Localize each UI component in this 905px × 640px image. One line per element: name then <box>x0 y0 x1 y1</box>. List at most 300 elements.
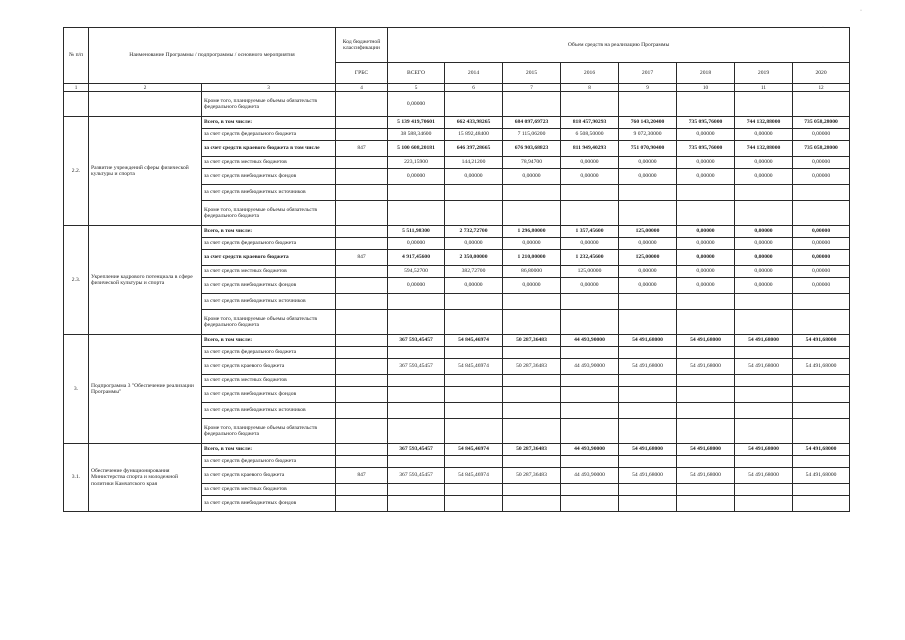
grbs-cell <box>336 444 388 456</box>
value-cell: 0,00000 <box>388 278 445 294</box>
value-cell <box>561 201 619 226</box>
value-cell: 1 232,45600 <box>561 250 619 266</box>
value-cell <box>619 387 677 403</box>
grbs-cell <box>336 266 388 278</box>
value-cell <box>388 456 445 468</box>
value-cell <box>445 419 503 444</box>
col-number: 5 <box>388 84 445 92</box>
value-cell <box>561 185 619 201</box>
value-cell <box>503 294 561 310</box>
value-cell <box>793 185 850 201</box>
value-cell <box>619 201 677 226</box>
value-cell: 5 100 608,20181 <box>388 141 445 157</box>
value-cell: 54 491,68000 <box>677 359 735 375</box>
value-cell: 0,00000 <box>619 238 677 250</box>
value-cell <box>445 387 503 403</box>
value-cell <box>561 294 619 310</box>
value-cell: 9 072,30000 <box>619 129 677 141</box>
value-cell <box>677 201 735 226</box>
value-cell <box>561 403 619 419</box>
value-cell: 0,00000 <box>735 250 793 266</box>
value-cell: 54 491,68000 <box>793 444 850 456</box>
value-cell <box>388 347 445 359</box>
value-cell <box>735 201 793 226</box>
value-cell <box>677 419 735 444</box>
value-cell <box>445 456 503 468</box>
scan-mark: · <box>822 25 824 31</box>
grbs-cell <box>336 278 388 294</box>
row-label: за счет средств местных бюджетов <box>202 157 336 169</box>
col-number: 6 <box>445 84 503 92</box>
empty-cell <box>64 92 89 117</box>
value-cell <box>793 347 850 359</box>
grbs-cell <box>336 201 388 226</box>
row-label: за счет средств федерального бюджета <box>202 129 336 141</box>
value-cell: 0,00000 <box>561 238 619 250</box>
value-cell <box>793 484 850 496</box>
row-label: за счет средств федерального бюджета <box>202 347 336 359</box>
value-cell <box>503 484 561 496</box>
value-cell: 735 058,28000 <box>793 117 850 129</box>
grbs-cell <box>336 335 388 347</box>
empty-cell <box>561 92 619 117</box>
section-name: Укрепление кадрового потенциала в сфере физической культуры и спорта <box>89 226 202 335</box>
row-label: Кроме того, планируемые объемы обязательств федерального бюджета <box>202 310 336 335</box>
grbs-cell: 847 <box>336 250 388 266</box>
value-cell: 0,00000 <box>388 169 445 185</box>
empty-cell <box>89 92 202 117</box>
value-cell <box>503 375 561 387</box>
value-cell: 735 095,76000 <box>677 117 735 129</box>
scan-mark: · <box>860 8 862 14</box>
value-cell: 0,00000 <box>735 238 793 250</box>
value-cell <box>445 201 503 226</box>
value-cell: 0,00000 <box>619 278 677 294</box>
value-cell: 1 210,00000 <box>503 250 561 266</box>
row-label: за счет средств внебюджетных источников <box>202 185 336 201</box>
value-cell: 676 903,68823 <box>503 141 561 157</box>
value-cell: 0,00000 <box>677 157 735 169</box>
value-cell <box>793 496 850 512</box>
col-number: 10 <box>677 84 735 92</box>
col-number: 12 <box>793 84 850 92</box>
value-cell: 6 508,50000 <box>561 129 619 141</box>
value-cell <box>561 347 619 359</box>
row-label: за счет средств местных бюджетов <box>202 484 336 496</box>
value-cell: 4 917,45600 <box>388 250 445 266</box>
value-cell: 54 491,68000 <box>793 468 850 484</box>
value-cell: 54 491,68000 <box>735 335 793 347</box>
value-cell: 50 287,36483 <box>503 359 561 375</box>
col-number: 2 <box>89 84 202 92</box>
value-cell <box>619 375 677 387</box>
value-cell <box>388 201 445 226</box>
value-cell: 125,00000 <box>561 266 619 278</box>
value-cell: 2 732,72700 <box>445 226 503 238</box>
value-cell: 0,00000 <box>677 169 735 185</box>
value-cell: 0,00000 <box>735 226 793 238</box>
empty-cell <box>793 92 850 117</box>
value-cell: 50 287,36483 <box>503 444 561 456</box>
grbs-cell <box>336 310 388 335</box>
empty-cell <box>677 92 735 117</box>
value-cell: 0,00000 <box>735 169 793 185</box>
value-cell: 15 892,48400 <box>445 129 503 141</box>
value-cell: 54 491,68000 <box>677 335 735 347</box>
value-cell <box>677 456 735 468</box>
section-number: 2.2. <box>64 117 89 226</box>
value-cell: 0,00000 <box>619 266 677 278</box>
value-cell: 86,80000 <box>503 266 561 278</box>
value-cell <box>503 310 561 335</box>
value-cell <box>561 419 619 444</box>
value-cell <box>503 201 561 226</box>
value-cell <box>503 347 561 359</box>
empty-cell <box>445 92 503 117</box>
header-name: Наименование Программы / подпрограммы / основного мероприятия <box>89 28 336 84</box>
header-year: 2020 <box>793 63 850 84</box>
value-cell <box>619 496 677 512</box>
grbs-cell <box>336 226 388 238</box>
value-cell: 0,00000 <box>445 278 503 294</box>
value-cell <box>793 456 850 468</box>
value-cell <box>677 185 735 201</box>
value-cell: 0,00000 <box>793 250 850 266</box>
value-cell: 818 457,90293 <box>561 117 619 129</box>
row-label: Кроме того, планируемые объемы обязательств федерального бюджета <box>202 92 336 117</box>
value-cell: 54 491,68000 <box>619 468 677 484</box>
value-cell: 0,00000 <box>793 238 850 250</box>
value-cell <box>561 484 619 496</box>
row-label: Всего, в том числе: <box>202 335 336 347</box>
value-cell: 44 493,90000 <box>561 335 619 347</box>
value-cell: 0,00000 <box>503 278 561 294</box>
grbs-cell <box>336 117 388 129</box>
value-cell: 54 491,68000 <box>793 335 850 347</box>
value-cell: 125,00000 <box>619 250 677 266</box>
scan-mark: · <box>197 25 199 31</box>
value-cell <box>445 310 503 335</box>
value-cell <box>388 387 445 403</box>
value-cell: 54 491,68000 <box>735 468 793 484</box>
value-cell <box>388 496 445 512</box>
value-cell <box>561 387 619 403</box>
table-row <box>64 117 850 129</box>
section-number: 2.3. <box>64 226 89 335</box>
empty-cell <box>503 92 561 117</box>
empty-cell <box>735 92 793 117</box>
value-cell: 0,00000 <box>388 238 445 250</box>
value-cell: 54 491,68000 <box>735 444 793 456</box>
value-cell <box>503 387 561 403</box>
grbs-cell <box>336 169 388 185</box>
value-cell: 54 491,68000 <box>677 468 735 484</box>
grbs-cell <box>336 238 388 250</box>
value-cell: 367 593,45457 <box>388 468 445 484</box>
grbs-cell <box>336 359 388 375</box>
table-row <box>64 444 850 456</box>
table-row <box>64 226 850 238</box>
value-cell: 0,00000 <box>735 157 793 169</box>
section-name: Подпрограмма 3 "Обеспечение реализации Программы" <box>89 335 202 444</box>
header-volume: Объем средств на реализацию Программы <box>388 28 850 63</box>
col-number: 8 <box>561 84 619 92</box>
row-label: Кроме того, планируемые объемы обязательств федерального бюджета <box>202 201 336 226</box>
value-cell <box>445 294 503 310</box>
column-number-row <box>64 84 850 92</box>
row-value: 0,00000 <box>388 92 445 117</box>
value-cell <box>445 403 503 419</box>
value-cell: 0,00000 <box>793 169 850 185</box>
value-cell <box>677 347 735 359</box>
value-cell: 0,00000 <box>677 226 735 238</box>
col-number: 9 <box>619 84 677 92</box>
value-cell <box>793 310 850 335</box>
value-cell <box>388 294 445 310</box>
row-label: за счет средств федерального бюджета <box>202 238 336 250</box>
row-label: за счет средств краевого бюджета <box>202 359 336 375</box>
value-cell <box>735 185 793 201</box>
value-cell <box>445 496 503 512</box>
value-cell: 0,00000 <box>735 266 793 278</box>
header-year: 2017 <box>619 63 677 84</box>
value-cell <box>793 403 850 419</box>
value-cell: 735 058,28000 <box>793 141 850 157</box>
value-cell <box>619 294 677 310</box>
value-cell <box>619 484 677 496</box>
row-label: за счет средств внебюджетных фондов <box>202 387 336 403</box>
row-label: за счет средств краевого бюджета в том числе <box>202 141 336 157</box>
value-cell <box>677 310 735 335</box>
table-row <box>64 335 850 347</box>
value-cell: 367 593,45457 <box>388 359 445 375</box>
value-cell: 0,00000 <box>677 266 735 278</box>
value-cell <box>388 403 445 419</box>
section-number: 3.1. <box>64 444 89 512</box>
row-label: за счет средств внебюджетных источников <box>202 403 336 419</box>
header-year: 2015 <box>503 63 561 84</box>
value-cell: 38 588,34600 <box>388 129 445 141</box>
empty-cell <box>619 92 677 117</box>
value-cell: 54 491,68000 <box>735 359 793 375</box>
value-cell: 223,15900 <box>388 157 445 169</box>
value-cell: 1 357,45600 <box>561 226 619 238</box>
value-cell <box>735 496 793 512</box>
value-cell: 144,21200 <box>445 157 503 169</box>
value-cell <box>677 484 735 496</box>
value-cell <box>388 185 445 201</box>
value-cell <box>735 387 793 403</box>
col-number: 11 <box>735 84 793 92</box>
value-cell: 54 491,68000 <box>677 444 735 456</box>
value-cell: 0,00000 <box>677 278 735 294</box>
value-cell: 54 845,46974 <box>445 335 503 347</box>
value-cell <box>619 185 677 201</box>
grbs-cell <box>336 456 388 468</box>
value-cell: 0,00000 <box>561 278 619 294</box>
value-cell <box>677 403 735 419</box>
header-year: 2016 <box>561 63 619 84</box>
grbs-cell <box>336 185 388 201</box>
value-cell: 744 132,88000 <box>735 117 793 129</box>
value-cell: 744 132,88000 <box>735 141 793 157</box>
value-cell <box>677 294 735 310</box>
value-cell <box>619 419 677 444</box>
value-cell: 44 493,90000 <box>561 444 619 456</box>
value-cell <box>735 484 793 496</box>
col-number: 1 <box>64 84 89 92</box>
value-cell <box>445 375 503 387</box>
section-number: 3. <box>64 335 89 444</box>
value-cell: 0,00000 <box>735 278 793 294</box>
header-code: Код бюджетной классификации <box>336 28 388 63</box>
value-cell: 125,00000 <box>619 226 677 238</box>
value-cell: 2 350,00000 <box>445 250 503 266</box>
value-cell: 0,00000 <box>561 169 619 185</box>
table-row <box>64 92 850 117</box>
value-cell <box>793 294 850 310</box>
value-cell <box>503 185 561 201</box>
value-cell: 735 095,76000 <box>677 141 735 157</box>
value-cell: 50 287,36483 <box>503 468 561 484</box>
value-cell: 0,00000 <box>677 238 735 250</box>
value-cell: 0,00000 <box>793 129 850 141</box>
header-year: 2018 <box>677 63 735 84</box>
value-cell <box>561 456 619 468</box>
header-year: 2019 <box>735 63 793 84</box>
value-cell <box>793 201 850 226</box>
value-cell <box>735 403 793 419</box>
value-cell <box>503 419 561 444</box>
value-cell <box>735 419 793 444</box>
row-label: за счет средств внебюджетных фондов <box>202 496 336 512</box>
row-label: за счет средств внебюджетных фондов <box>202 278 336 294</box>
grbs-cell <box>336 484 388 496</box>
value-cell: 0,00000 <box>793 157 850 169</box>
value-cell: 0,00000 <box>677 250 735 266</box>
row-label: Всего, в том числе: <box>202 226 336 238</box>
value-cell: 684 097,69723 <box>503 117 561 129</box>
value-cell: 0,00000 <box>503 169 561 185</box>
grbs-cell <box>336 129 388 141</box>
value-cell <box>735 456 793 468</box>
value-cell <box>561 496 619 512</box>
grbs-cell <box>336 419 388 444</box>
value-cell <box>388 375 445 387</box>
value-cell: 0,00000 <box>735 129 793 141</box>
row-label: за счет средств местных бюджетов <box>202 375 336 387</box>
grbs-cell <box>336 496 388 512</box>
header-year: 2014 <box>445 63 503 84</box>
value-cell <box>677 375 735 387</box>
value-cell <box>619 403 677 419</box>
value-cell <box>735 310 793 335</box>
value-cell: 594,52700 <box>388 266 445 278</box>
section-name: Обеспечение функционирования Министерства спорта и молодежной политики Камчатского края <box>89 444 202 512</box>
value-cell <box>619 456 677 468</box>
row-label: Кроме того, планируемые объемы обязательств федерального бюджета <box>202 419 336 444</box>
value-cell: 44 493,90000 <box>561 468 619 484</box>
header-row-1 <box>64 28 850 63</box>
row-label: Всего, в том числе: <box>202 117 336 129</box>
value-cell: 0,00000 <box>619 157 677 169</box>
row-label: за счет средств краевого бюджета <box>202 468 336 484</box>
value-cell <box>388 484 445 496</box>
value-cell <box>445 347 503 359</box>
value-cell: 0,00000 <box>561 157 619 169</box>
value-cell: 646 397,28665 <box>445 141 503 157</box>
value-cell: 662 433,98265 <box>445 117 503 129</box>
value-cell <box>793 419 850 444</box>
grbs-cell <box>336 375 388 387</box>
row-label: за счет средств местных бюджетов <box>202 266 336 278</box>
value-cell: 382,72700 <box>445 266 503 278</box>
value-cell: 0,00000 <box>619 169 677 185</box>
value-cell: 5 139 419,70601 <box>388 117 445 129</box>
value-cell: 0,00000 <box>793 278 850 294</box>
value-cell: 0,00000 <box>445 238 503 250</box>
grbs-cell: 847 <box>336 141 388 157</box>
value-cell: 5 511,98300 <box>388 226 445 238</box>
value-cell: 54 491,68000 <box>793 359 850 375</box>
header-grbs: ГРБС <box>336 63 388 84</box>
value-cell: 44 493,90000 <box>561 359 619 375</box>
grbs-cell <box>336 387 388 403</box>
value-cell: 0,00000 <box>793 226 850 238</box>
header-no: № п/п <box>64 28 89 84</box>
grbs-cell: 847 <box>336 468 388 484</box>
value-cell <box>793 387 850 403</box>
value-cell <box>793 375 850 387</box>
value-cell <box>503 496 561 512</box>
section-name: Развитие учреждений сферы физической культуры и спорта <box>89 117 202 226</box>
value-cell: 751 070,90400 <box>619 141 677 157</box>
value-cell: 78,94700 <box>503 157 561 169</box>
value-cell <box>445 484 503 496</box>
value-cell: 54 491,68000 <box>619 444 677 456</box>
grbs-cell <box>336 403 388 419</box>
col-number: 3 <box>202 84 336 92</box>
value-cell <box>735 375 793 387</box>
value-cell <box>503 403 561 419</box>
value-cell: 0,00000 <box>503 238 561 250</box>
table-body <box>64 28 850 512</box>
row-label: за счет средств федерального бюджета <box>202 456 336 468</box>
value-cell: 760 143,20400 <box>619 117 677 129</box>
row-label: за счет средств внебюджетных фондов <box>202 169 336 185</box>
value-cell <box>735 347 793 359</box>
col-number: 7 <box>503 84 561 92</box>
value-cell: 54 845,46974 <box>445 444 503 456</box>
col-number: 4 <box>336 84 388 92</box>
value-cell <box>445 185 503 201</box>
row-label: за счет средств краевого бюджета <box>202 250 336 266</box>
value-cell: 0,00000 <box>445 169 503 185</box>
row-label: за счет средств внебюджетных источников <box>202 294 336 310</box>
value-cell <box>677 387 735 403</box>
value-cell <box>561 310 619 335</box>
value-cell <box>503 456 561 468</box>
grbs-cell <box>336 294 388 310</box>
row-label: Всего, в том числе: <box>202 444 336 456</box>
empty-cell <box>336 92 388 117</box>
value-cell: 811 949,40293 <box>561 141 619 157</box>
value-cell: 7 115,06200 <box>503 129 561 141</box>
budget-table <box>63 27 850 512</box>
value-cell <box>619 310 677 335</box>
value-cell <box>561 375 619 387</box>
value-cell: 367 593,45457 <box>388 335 445 347</box>
